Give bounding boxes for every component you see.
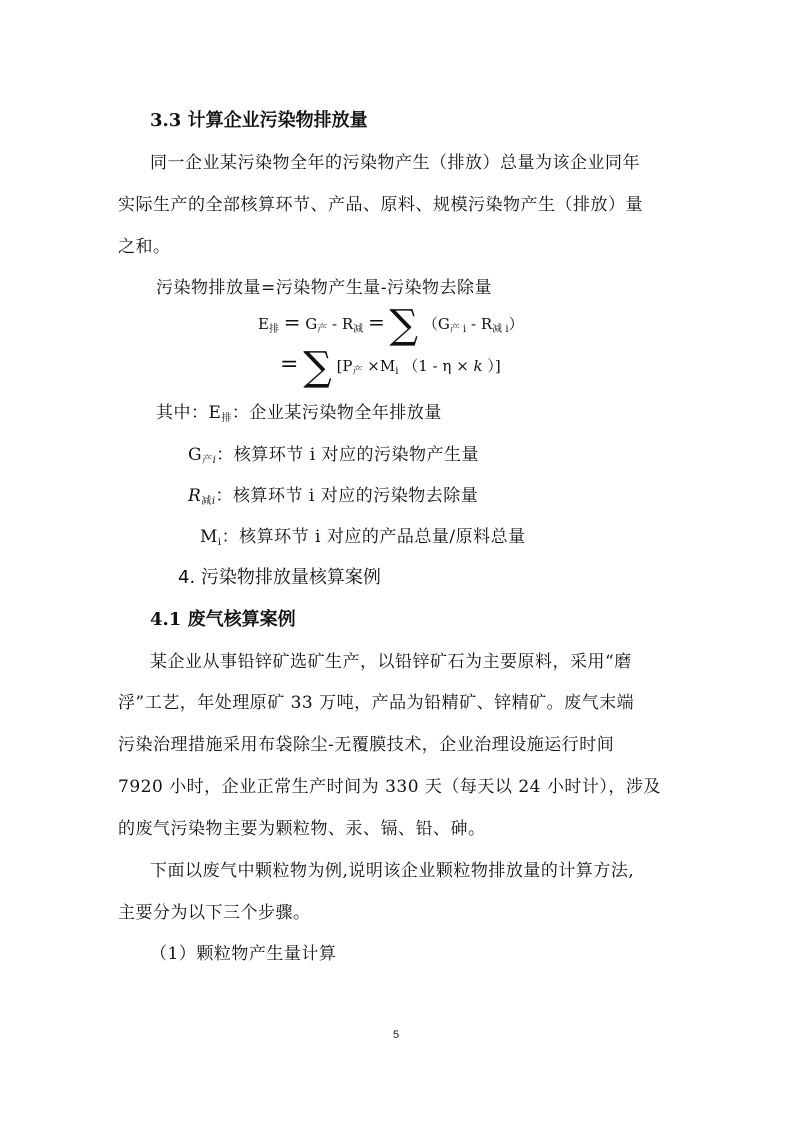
paragraph-line: 主要分为以下三个步骤。 [118, 903, 311, 923]
paragraph-line: 7920 小时，企业正常生产时间为 330 天（每天以 24 小时计），涉及 [118, 777, 661, 797]
paragraph-line: 某企业从事铅锌矿选矿生产，以铅锌矿石为主要原料，采用“磨 [150, 652, 632, 672]
step-heading: （1）颗粒物产生量计算 [150, 944, 337, 964]
definition-M: $M_i$：核算环节 i 对应的产品总量/原料总量 [200, 527, 526, 548]
paragraph-line: 下面以废气中颗粒物为例,说明该企业颗粒物排放量的计算方法, [150, 861, 635, 881]
formula-line-1: $E_排 = G_产 - R_减$ = ∑ $(G_{产 i} - R_{减 i})$ [258, 302, 524, 348]
sigma-symbol: ∑ [389, 302, 419, 348]
where-line: 其中：$E_排$：企业某污染物全年排放量 [156, 403, 442, 424]
paragraph-line: 的废气污染物主要为颗粒物、汞、镉、铅、砷。 [118, 819, 486, 839]
paragraph-line: 浮”工艺，年处理原矿 33 万吨，产品为铅精矿、锌精矿。废气末端 [118, 693, 635, 713]
paragraph-line: 污染治理措施采用布袋除尘-无覆膜技术，企业治理设施运行时间 [118, 735, 615, 755]
section-4-title: 4. 污染物排放量核算案例 [178, 567, 381, 588]
paragraph-line: 之和。 [118, 237, 171, 257]
page-number: 5 [393, 1029, 400, 1041]
paragraph-line: 同一企业某污染物全年的污染物产生（排放）总量为该企业同年 [150, 153, 640, 173]
section-4-1-title: 4.1 废气核算案例 [150, 609, 296, 630]
definition-R: $R_{减i}$：核算环节 i 对应的污染物去除量 [188, 486, 479, 507]
formula-line-2: = ∑ [$P_产 \times M_i$ （1 - η × k ）] [280, 344, 501, 390]
definition-G: $G_{产i}$：核算环节 i 对应的污染物产生量 [188, 445, 480, 466]
sigma-symbol: ∑ [303, 344, 332, 390]
paragraph-line: 实际生产的全部核算环节、产品、原料、规模污染物产生（排放）量 [118, 195, 643, 215]
section-3-3-title: 3.3 计算企业污染物排放量 [150, 110, 368, 131]
formula-text: 污染物排放量=污染物产生量-污染物去除量 [156, 278, 492, 298]
